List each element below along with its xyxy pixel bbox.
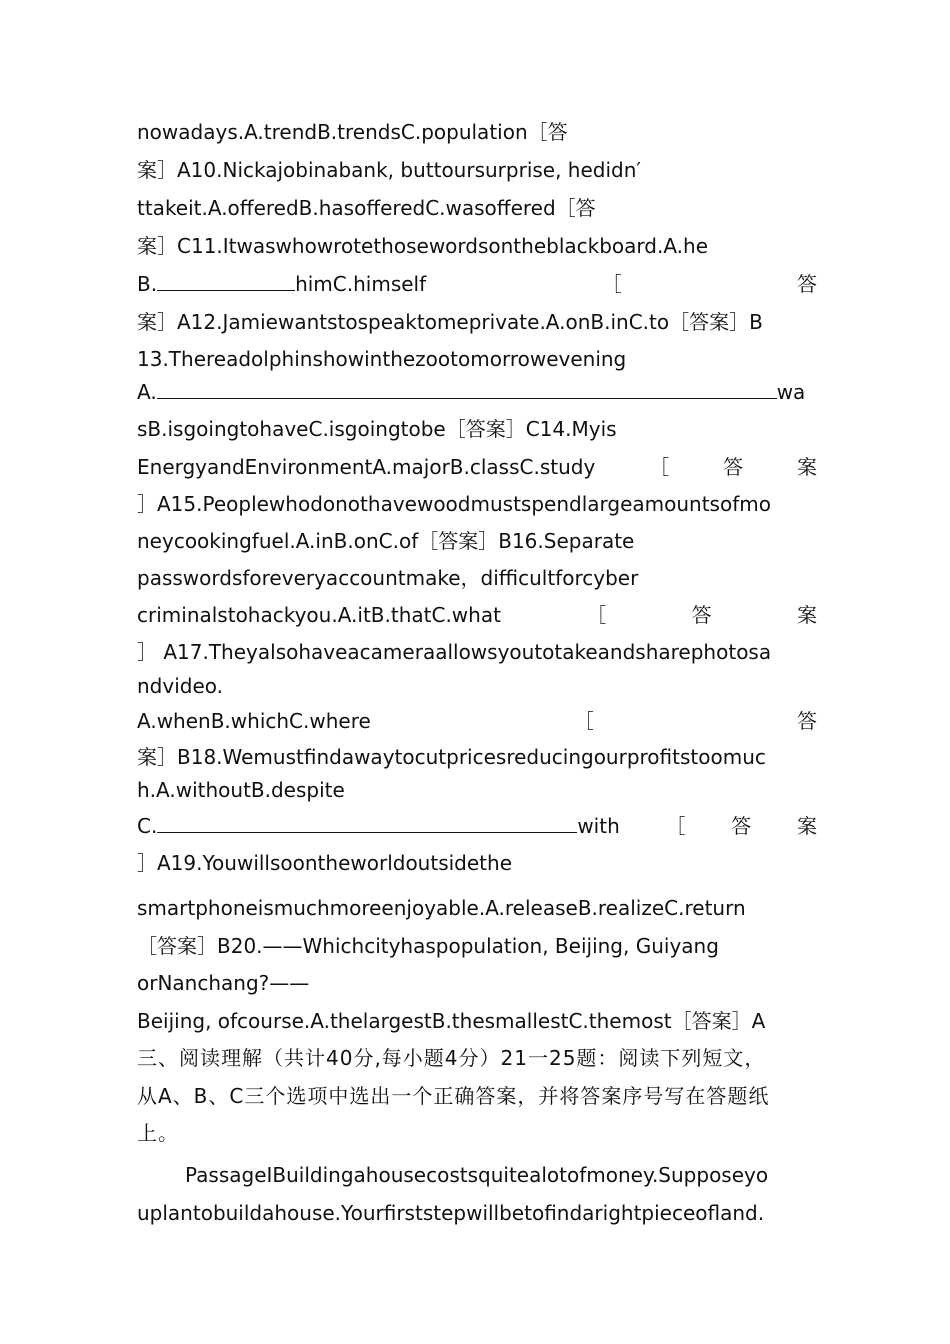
answer-blank <box>157 814 577 833</box>
text-line: ttakeit.A.offeredB.hasofferedC.wasoffered［答 <box>137 196 596 220</box>
text-fragment: A. <box>137 380 157 404</box>
text-fragment: B. <box>137 272 158 296</box>
text-line: passwordsforeveryaccountmake，difficultforcyber <box>137 566 639 590</box>
answer-bracket: ［ <box>573 709 594 733</box>
text-line: 上。 <box>137 1121 179 1145</box>
text-line <box>137 270 817 298</box>
text-line: 案］B18.Wemustfindawaytocutpricesreducingourprofitstoomuc <box>137 745 766 769</box>
text-line: h.A.withoutB.despite <box>137 778 345 802</box>
answer-bracket: ［ <box>649 455 670 479</box>
answer-char: 答 <box>723 455 744 479</box>
text-fragment: with <box>577 814 620 838</box>
text-line: orNanchang?—— <box>137 971 310 995</box>
text-line: 案］A12.Jamiewantstospeaktomeprivate.A.onB.inC.to［答案］B <box>137 310 763 334</box>
text-line <box>137 707 817 735</box>
text-fragment: criminalstohackyou.A.itB.thatC.what <box>137 603 501 627</box>
answer-blank <box>157 272 295 291</box>
text-line: ］A19.Youwillsoontheworldoutsidethe <box>137 851 512 875</box>
answer-bracket: ［ <box>601 272 622 296</box>
text-line: smartphoneismuchmoreenjoyable.A.releaseB.realizeC.return <box>137 896 746 920</box>
text-fragment: A.whenB.whichC.where <box>137 709 371 733</box>
text-line: Beijing, ofcourse.A.thelargestB.thesmallestC.themost［答案］A <box>137 1009 766 1033</box>
text-line: ［答案］B20.——Whichcityhaspopulation, Beijing, Guiyang <box>137 934 719 958</box>
text-line: uplantobuildahouse.Yourfirststepwillbetofindarightpieceofland. <box>137 1201 765 1225</box>
section-heading: 三、阅读理解（共计40分,每小题4分）21一25题：阅读下列短文， <box>137 1046 766 1070</box>
text-line: neycookingfuel.A.inB.onC.of［答案］B16.Separate <box>137 529 635 553</box>
text-line: sB.isgoingtohaveC.isgoingtobe［答案］C14.Myis <box>137 417 617 441</box>
document-page <box>137 0 817 1344</box>
answer-char: 案 <box>796 603 817 627</box>
text-line: 案］A10.Nickajobinabank, buttoursurprise, hedidn′ <box>137 158 641 182</box>
text-line: ndvideo. <box>137 674 224 698</box>
answer-blank <box>157 380 777 399</box>
answer-bracket: ［ <box>665 814 686 838</box>
text-line <box>137 601 817 629</box>
text-fragment: himC.himself <box>295 272 427 296</box>
text-line <box>137 812 817 840</box>
text-line <box>137 378 817 406</box>
text-line: ］A15.Peoplewhodonothavewoodmustspendlargeamountsofmo <box>137 492 771 516</box>
answer-char: 答 <box>691 603 712 627</box>
answer-char: 案 <box>796 455 817 479</box>
passage-start: PassageIBuildingahousecostsquitealotofmoney.Supposeyo <box>185 1163 769 1187</box>
text-fragment: wa <box>776 380 806 404</box>
text-line <box>137 453 817 481</box>
text-segment <box>137 270 426 298</box>
text-line: nowadays.A.trendB.trendsC.population［答 <box>137 120 568 144</box>
text-line: 案］C11.Itwaswhowrotethosewordsontheblackboard.A.he <box>137 234 708 258</box>
text-line: 13.Thereadolphinshowinthezootomorrowevening <box>137 347 627 371</box>
answer-char: 案 <box>796 814 817 838</box>
answer-bracket: ［ <box>586 603 607 627</box>
text-line: ］ A17.Theyalsohaveacameraallowsyoutotakeandsharephotosa <box>137 640 772 664</box>
answer-char: 答 <box>796 709 817 733</box>
text-fragment: EnergyandEnvironmentA.majorB.classC.study <box>137 455 596 479</box>
answer-char: 答 <box>797 272 817 296</box>
text-segment <box>137 812 620 840</box>
answer-char: 答 <box>731 814 752 838</box>
text-fragment: C. <box>137 814 158 838</box>
text-line: 从A、B、C三个选项中选出一个正确答案，并将答案序号写在答题纸 <box>137 1084 770 1108</box>
